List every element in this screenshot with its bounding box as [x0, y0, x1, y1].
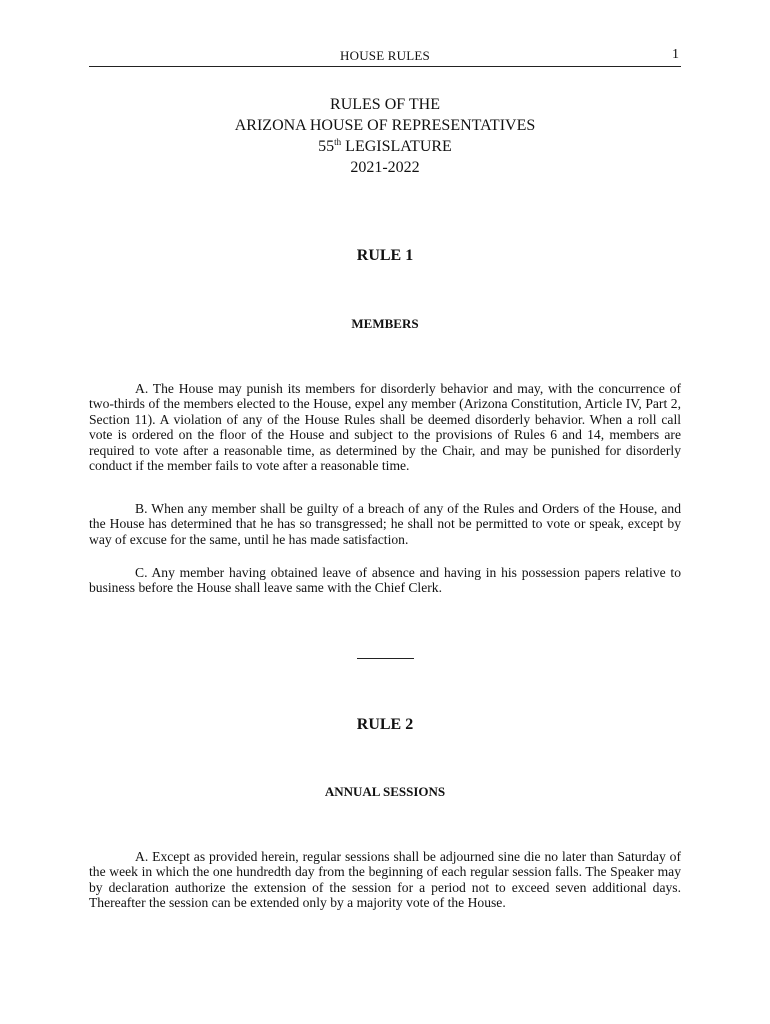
paragraph-text: A. Except as provided herein, regular sessions shall be adjourned sine die no later than Saturday of the week in which the one hundredth day from the beginning of each regular session falls. The Speaker may by declaration authorize the extension of the session for a period not to exceed seven additional days. Thereafter the session can be extended only by a majority vote of the House. [89, 849, 681, 911]
section-divider [357, 658, 414, 659]
rule-paragraph [89, 501, 681, 547]
title-line-2: ARIZONA HOUSE OF REPRESENTATIVES [234, 117, 536, 134]
rule-heading: RULE 2 [356, 716, 414, 733]
legislature-number: 55 [318, 138, 335, 155]
paragraph-text: A. The House may punish its members for disorderly behavior and may, with the concurrence of two-thirds of the members elected to the House, expel any member (Arizona Constitution, Article IV, Part 2, Section 11). A violation of any of the House Rules shall be deemed disorderly behavior. When a roll call vote is ordered on the floor of the House and subject to the provisions of Rules 6 and 14, members are required to vote after a reasonable time, as determined by the Chair, and may be punished for disorderly conduct if the member fails to vote after a reasonable time. [89, 381, 681, 474]
page-number: 1 [672, 47, 679, 62]
ordinal-suffix: th [334, 137, 342, 147]
rule-name: ANNUAL SESSIONS [324, 784, 446, 799]
title-line-3 [89, 136, 681, 157]
paragraph-text: C. Any member having obtained leave of absence and having in his possession papers relative to business before the House shall leave same with the Chief Clerk. [89, 565, 681, 596]
title-line-4: 2021-2022 [350, 159, 420, 176]
running-header-title: HOUSE RULES [340, 48, 430, 63]
title-line-1: RULES OF THE [330, 96, 440, 113]
paragraph-text: B. When any member shall be guilty of a breach of any of the Rules and Orders of the House, and the House has determined that he has so transgressed; he shall not be permitted to vote or speak, except by way of excuse for the same, until he has made satisfaction. [89, 501, 681, 547]
legislature-label: LEGISLATURE [341, 138, 452, 155]
document-title [89, 94, 681, 178]
rule-paragraph [89, 565, 681, 596]
rule-paragraph [89, 849, 681, 911]
running-header [89, 46, 681, 67]
rule-heading: RULE 1 [356, 247, 414, 264]
rule-name: MEMBERS [351, 316, 419, 331]
rule-paragraph [89, 381, 681, 473]
